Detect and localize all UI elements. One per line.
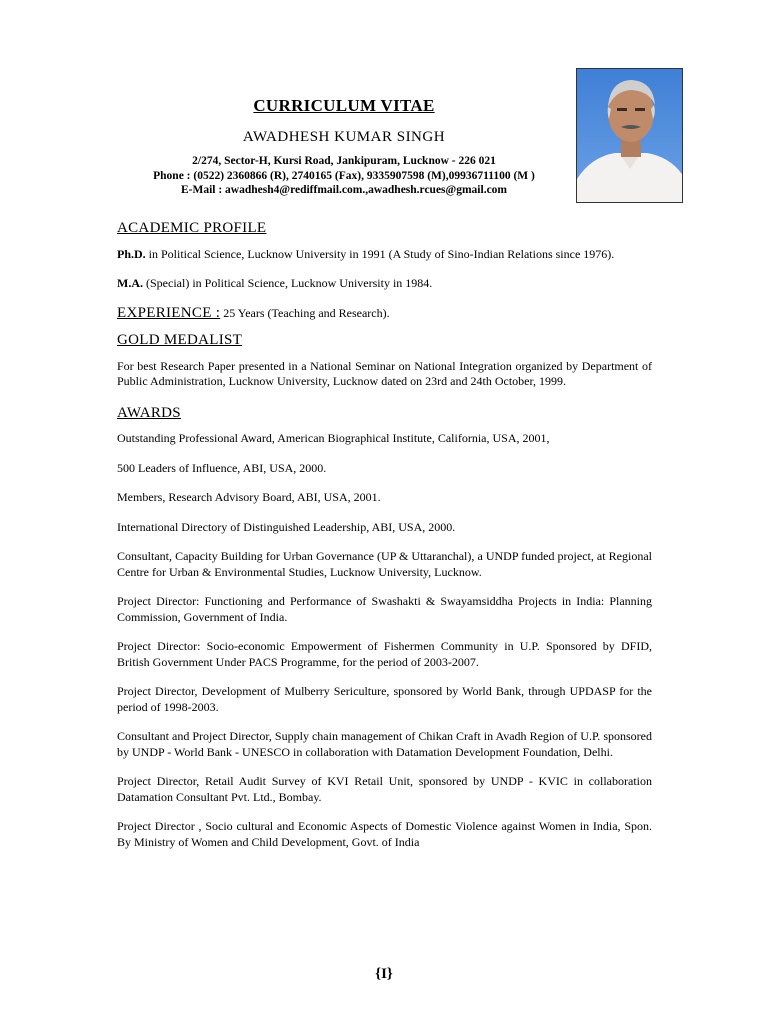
list-item: Consultant and Project Director, Supply chain management of Chikan Craft in Avadh Region of U.P. sponsored by UNDP - World Bank - UNESCO in collaboration with Datamation Development Foundation, Delhi.: [117, 729, 652, 759]
cv-header: [118, 96, 570, 198]
cv-body: [117, 221, 652, 864]
academic-profile-heading: ACADEMIC PROFILE: [117, 220, 267, 236]
experience-entry: [117, 306, 652, 322]
list-item: Project Director, Retail Audit Survey of KVI Retail Unit, sponsored by UNDP - KVIC in collaboration Datamation Consultant Pvt. Ltd., Bombay.: [117, 774, 652, 804]
document-title: CURRICULUM VITAE: [253, 96, 435, 115]
list-item: 500 Leaders of Influence, ABI, USA, 2000.: [117, 460, 327, 475]
ma-entry: [117, 276, 652, 292]
page-number: {I}: [375, 966, 393, 982]
portrait-photo: [576, 68, 683, 203]
awards-list: [117, 431, 652, 850]
gold-medalist-text: For best Research Paper presented in a National Seminar on National Integration organized by Department of Public Administration, Lucknow University, Lucknow dated on 23rd and 24th October, 1999.: [117, 358, 652, 388]
gold-medalist-heading: GOLD MEDALIST: [117, 332, 243, 348]
list-item: Project Director , Socio cultural and Economic Aspects of Domestic Violence against Women in India, Spon. By Ministry of Women and Child Development, Govt. of India: [117, 819, 652, 849]
person-name: AWADHESH KUMAR SINGH: [242, 129, 446, 145]
experience-text: 25 Years (Teaching and Research).: [220, 305, 390, 320]
email-line: E-Mail : awadhesh4@rediffmail.com.,awadhesh.rcues@gmail.com: [180, 184, 508, 196]
list-item: International Directory of Distinguished Leadership, ABI, USA, 2000.: [117, 519, 456, 534]
phd-text: in Political Science, Lucknow University in 1991 (A Study of Sino-Indian Relations since 1976).: [145, 246, 615, 261]
list-item: Members, Research Advisory Board, ABI, USA, 2001.: [117, 490, 381, 504]
list-item: Project Director: Socio-economic Empowerment of Fishermen Community in U.P. Sponsored by DFID, British Government Under PACS Programme, for the period of 2003-2007.: [117, 639, 652, 669]
phone-line: Phone : (0522) 2360866 (R), 2740165 (Fax), 9335907598 (M),09936711100 (M ): [153, 169, 535, 182]
awards-heading: AWARDS: [117, 404, 181, 421]
address-line: 2/274, Sector-H, Kursi Road, Jankipuram, Lucknow - 226 021: [192, 155, 496, 167]
list-item: Outstanding Professional Award, American Biographical Institute, California, USA, 2001,: [117, 431, 550, 445]
phd-degree: Ph.D.: [117, 246, 146, 261]
list-item: Project Director: Functioning and Performance of Swashakti & Swayamsiddha Projects in India: Planning Commission, Government of India.: [117, 594, 652, 624]
list-item: Project Director, Development of Mulberry Sericulture, sponsored by World Bank, through UPDASP for the period of 1998-2003.: [117, 684, 652, 714]
ma-text: (Special) in Political Science, Lucknow University in 1984.: [143, 276, 433, 290]
experience-heading: EXPERIENCE :: [117, 304, 221, 321]
contact-block: [118, 154, 570, 198]
list-item: Consultant, Capacity Building for Urban Governance (UP & Uttaranchal), a UNDP funded project, at Regional Centre for Urban & Environmental Studies, Lucknow University, Lucknow.: [117, 549, 652, 579]
ma-degree: M.A.: [117, 276, 143, 290]
phd-entry: [117, 247, 652, 263]
